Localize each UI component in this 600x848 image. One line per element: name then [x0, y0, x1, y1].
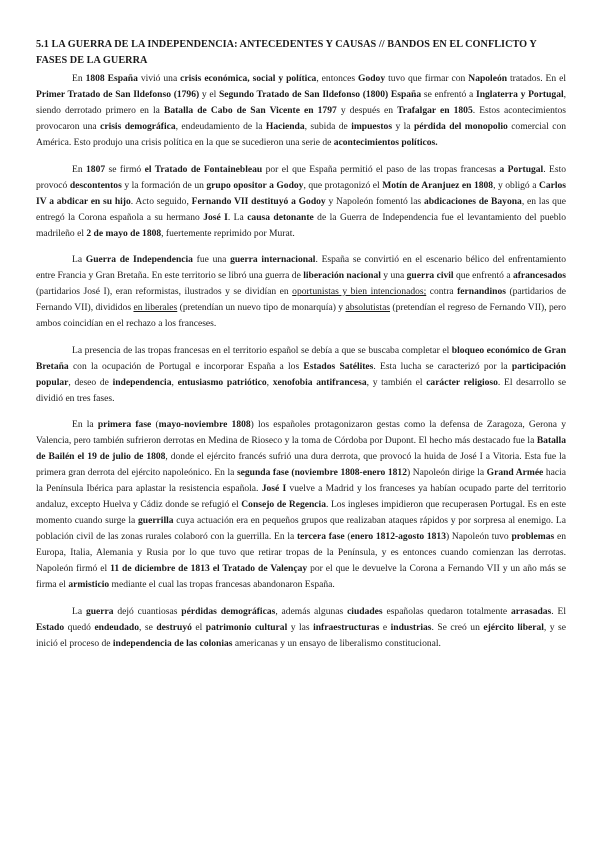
bold-term: entusiasmo patriótico [177, 376, 267, 388]
bold-term: ejército liberal [483, 621, 544, 633]
paragraph-fases [36, 417, 566, 593]
text-run: el [191, 621, 206, 633]
text-run: La presencia de las tropas francesas en el territorio español se debía a que se buscaba completar el [72, 344, 452, 356]
bold-term: armisticio [68, 579, 110, 590]
text-run: y la formación de un [121, 179, 207, 191]
text-run: tratados. En el [507, 73, 567, 84]
bold-term: Guerra de Independencia [85, 254, 193, 265]
bold-term: el Tratado de Fontainebleau [144, 163, 263, 175]
bold-term: 11 de diciembre de 1813 el Tratado de Valençay [110, 563, 308, 574]
bold-term: crisis demográfica [100, 121, 176, 132]
bold-term: 1808 España [85, 73, 138, 84]
text-run: ) Napoleón tuvo [445, 531, 512, 542]
text-run: La [72, 254, 86, 265]
bold-term: pérdidas demográficas [181, 605, 276, 617]
bold-term: acontecimientos políticos. [333, 137, 438, 148]
text-run: cuya actuación era en pequeños grupos que realizaban ataques rápidos y por sorpresa al enemigo. La población civil de las zonas rurales colaboró con la guerrilla. En la [36, 515, 566, 542]
bold-term: participación popular [36, 360, 566, 388]
document-body [36, 71, 566, 652]
bold-term: endeudado [94, 621, 140, 633]
bold-term: bloqueo económico de Gran Bretaña [36, 344, 567, 372]
text-run: contra [426, 286, 458, 297]
text-run: En [72, 73, 86, 84]
bold-term: Godoy [358, 73, 386, 84]
text-run: , se [139, 621, 157, 633]
bold-term: España [390, 89, 422, 100]
bold-term: grupo opositor a Godoy [206, 179, 304, 191]
bold-term: pérdida del monopolio [413, 121, 508, 132]
text-run: , y también el [366, 376, 427, 388]
text-run: ( [344, 531, 351, 542]
text-run: . Los ingleses impidieron que recuperasen Portugal. Es en este momento cuando surge la [36, 499, 567, 526]
bold-term: José I [261, 483, 287, 494]
bold-term: 2 de mayo de 1808 [86, 227, 162, 239]
paragraph-consecuencias [36, 604, 566, 652]
text-run: . El desarrollo se dividió en tres fases. [36, 376, 566, 404]
bold-term: guerra [85, 605, 114, 617]
text-run: , en las que entregó la Corona española a su hermano [36, 195, 566, 223]
bold-term: carácter religioso [426, 376, 498, 388]
bold-term: afrancesados [512, 270, 566, 281]
bold-term: arrasadas [510, 605, 552, 617]
bold-term: mayo-noviembre 1808 [158, 419, 251, 430]
bold-term: descontentos [69, 179, 122, 191]
bold-term: 1807 [86, 163, 106, 175]
bold-term: Carlos IV a abdicar en su hijo [36, 179, 566, 207]
underlined-term: en liberales [133, 302, 178, 313]
bold-term: Napoleón [468, 73, 508, 84]
bold-term: Consejo de Regencia [241, 499, 326, 510]
paragraph-bandos [36, 252, 566, 332]
text-run: En [72, 163, 87, 175]
bold-term: Batalla de Cabo de San Vicente en 1797 [163, 105, 337, 116]
text-run: , fuertemente reprimido por Murat. [161, 227, 295, 239]
bold-term: impuestos [351, 121, 393, 132]
text-run: La [72, 605, 86, 617]
bold-term: patrimonio cultural [205, 621, 288, 633]
bold-term: Hacienda [265, 121, 305, 132]
text-run: . España se convirtió en el escenario bélico del enfrentamiento entre Francia y Gran Bretaña. En este territorio se libró una guerra de [36, 254, 566, 281]
text-run: hacia la Península Ibérica para aplastar la resistencia española. [36, 467, 567, 494]
paragraph-caracter-lucha [36, 343, 566, 407]
text-run: y una [380, 270, 407, 281]
bold-term: crisis económica, social y política [180, 73, 317, 84]
paragraph-causas [36, 162, 566, 242]
text-run: , subida de [304, 121, 352, 132]
text-run: , siendo derrotado primero en la [36, 89, 567, 116]
bold-term: José I [203, 211, 228, 223]
text-run: ) los españoles protagonizaron gestas como la defensa de Zaragoza, Gerona y Valencia, pero también sufrieron derrotas en Medina de Rioseco y la toma de Córdoba por Dupont. El hecho más destacado fue la [36, 419, 566, 446]
bold-term: ciudades [347, 605, 383, 617]
text-run: e [379, 621, 391, 633]
text-run: . Se creó un [431, 621, 484, 633]
bold-term: Batalla de Bailén el 19 de julio de 1808 [36, 435, 566, 462]
text-run: por el que España permitió el paso de las tropas francesas [262, 163, 500, 175]
text-run: . Esto provocó [36, 163, 566, 191]
bold-term: Inglaterra y Portugal [476, 89, 564, 100]
text-run: , que protagonizó el [303, 179, 383, 191]
text-run: españolas quedaron totalmente [382, 605, 511, 617]
text-run: y después en [336, 105, 398, 116]
bold-term: enero 1812-agosto 1813 [350, 531, 446, 542]
bold-term: liberación nacional [303, 270, 381, 281]
text-run: , además algunas [275, 605, 348, 617]
bold-term: Motín de Aranjuez en 1808 [382, 179, 494, 191]
text-run: fue una [192, 254, 231, 265]
text-run: . El [551, 605, 567, 617]
text-run: . La [227, 211, 248, 223]
bold-term: infraestructuras [313, 621, 380, 633]
text-run: quedó [64, 621, 95, 633]
bold-term: guerra civil [406, 270, 454, 281]
bold-term: industrias [390, 621, 432, 633]
text-run: (pretendían el regreso de Fernando VII), pero ambos coincidían en el rechazo a los franceses. [36, 302, 566, 329]
text-run: se firmó [105, 163, 145, 175]
text-run: En la [72, 419, 98, 430]
text-run: , y obligó a [493, 179, 539, 191]
bold-term: Estados Satélites [303, 360, 374, 372]
text-run: dejó cuantiosas [113, 605, 182, 617]
text-run: tuvo que firmar con [385, 73, 469, 84]
text-run: y la [392, 121, 414, 132]
text-run: ( [151, 419, 159, 430]
text-run: y las [287, 621, 314, 633]
text-run: y Napoleón fomentó las [325, 195, 424, 207]
text-run: de la Guerra de Independencia fue el levantamiento del pueblo madrileño el [36, 211, 566, 239]
text-run: , deseo de [68, 376, 113, 388]
paragraph-antecedentes [36, 71, 566, 151]
bold-term: Segundo Tratado de San Ildefonso (1800) [218, 89, 389, 100]
text-run: por el que le devuelve la Corona a Fernando VII y un año más se firma el [36, 563, 566, 590]
text-run: mediante el cual las tropas francesas abandonaron España. [109, 579, 335, 590]
bold-term: problemas [511, 531, 555, 542]
bold-term: xenofobia antifrancesa [272, 376, 367, 388]
bold-term: Grand Armée [486, 467, 544, 478]
text-run: . Esta lucha se caracterizó por la [373, 360, 512, 372]
text-run: . Acto seguido, [130, 195, 192, 207]
bold-term: a Portugal [499, 163, 544, 175]
text-run: . Estos acontecimientos provocaron una [36, 105, 566, 132]
text-run: , endeudamiento de la [175, 121, 266, 132]
underlined-term: absolutistas [345, 302, 391, 313]
bold-term: segunda fase (noviembre 1808-enero 1812 [236, 467, 407, 478]
document-title: 5.1 LA GUERRA DE LA INDEPENDENCIA: ANTECEDENTES Y CAUSAS // BANDOS EN EL CONFLICTO Y FASES DE LA GUERRA [36, 39, 537, 66]
underlined-term: oportunistas y bien intencionados; [292, 286, 427, 297]
text-run: vuelve a Madrid y los franceses ya habían ocupado parte del territorio andaluz, excepto Huelva y Cádiz donde se refugió el [36, 483, 566, 510]
bold-term: Trafalgar en 1805 [397, 105, 473, 116]
text-run: , [171, 376, 178, 388]
bold-term: destruyó [156, 621, 192, 633]
bold-term: guerrilla [138, 515, 174, 526]
text-run: (partidarios de Fernando VII), divididos [36, 286, 566, 313]
bold-term: independencia [112, 376, 172, 388]
text-run: , y se inició el proceso de [36, 621, 567, 649]
text-run: , entonces [316, 73, 359, 84]
text-run: , donde el ejército francés sufrió una dura derrota, que provocó la huida de José I a Vitoria. Esta fue la primera gran derrota del ejército napoleónico. En la [36, 451, 566, 478]
text-run: , [266, 376, 273, 388]
bold-term: Fernando VII destituyó a Godoy [191, 195, 326, 207]
text-run: vivió una [137, 73, 181, 84]
text-run: se enfrentó a [421, 89, 476, 100]
text-run: que enfrentó a [453, 270, 513, 281]
text-run: comercial con América. Esto produjo una crisis política en la que se sucedieron una serie de [36, 121, 567, 148]
bold-term: Primer Tratado de San Ildefonso (1796) [36, 89, 200, 100]
bold-term: Estado [36, 621, 65, 633]
bold-term: primera fase [97, 419, 152, 430]
bold-term: tercera fase [297, 531, 345, 542]
bold-term: causa detonante [247, 211, 314, 223]
text-run: ) Napoleón dirige la [406, 467, 487, 478]
bold-term: abdicaciones de Bayona [423, 195, 522, 207]
bold-term: fernandinos [457, 286, 506, 297]
text-run: (partidarios José I), eran reformistas, ilustrados y se dividían en [36, 286, 293, 297]
text-run: en Europa, Italia, Alemania y Rusia por lo que tuvo que retirar tropas de la Península, y es entonces cuando comienzan las derrotas. Napoleón firmó el [36, 531, 566, 574]
bold-term: independencia de las colonias [112, 637, 233, 649]
bold-term: guerra internacional [230, 254, 316, 265]
text-run: (pretendían un nuevo tipo de monarquía) y [177, 302, 346, 313]
text-run: con la ocupación de Portugal e incorporar España a los [68, 360, 304, 372]
text-run: americanas y un ensayo de liberalismo constitucional. [232, 637, 441, 649]
text-run: y el [199, 89, 219, 100]
